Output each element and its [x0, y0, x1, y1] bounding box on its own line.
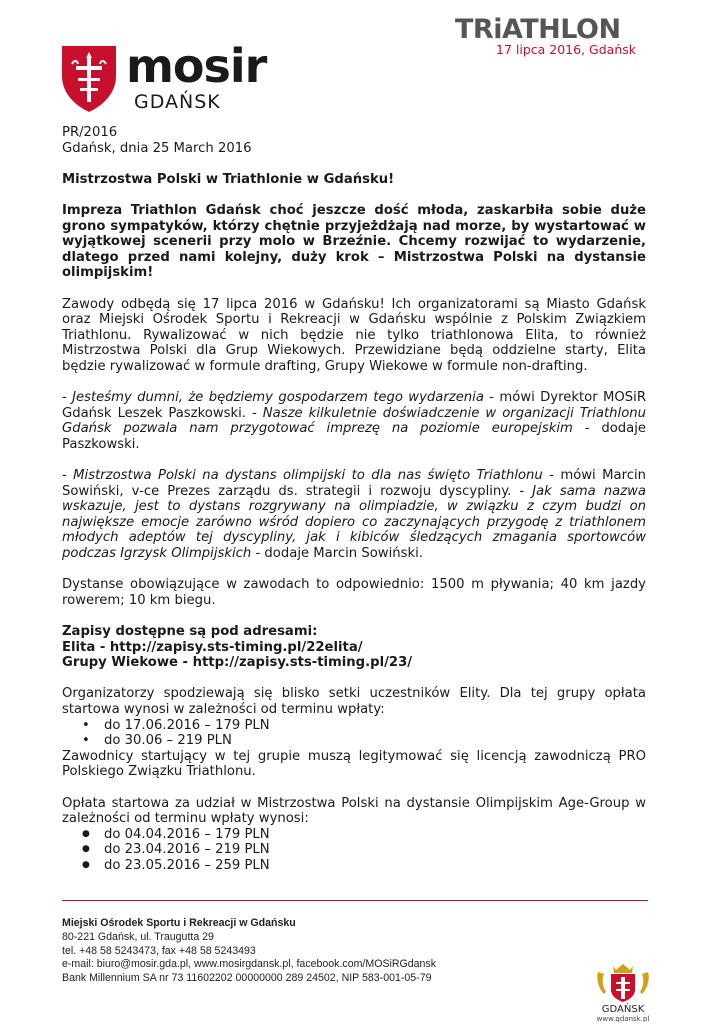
- triathlon-logo: [455, 12, 640, 58]
- footer-address: 80-221 Gdańsk, ul. Traugutta 29: [62, 930, 214, 943]
- list-item: • do 17.06.2016 – 179 PLN: [104, 718, 646, 734]
- registration-age-group-link[interactable]: Grupy Wiekowe - http://zapisy.sts-timing.pl/23/: [62, 655, 413, 671]
- crown-icon: [613, 964, 633, 973]
- mosir-wordmark: mosir: [126, 42, 267, 93]
- reference-number: PR/2016: [62, 125, 118, 140]
- footer-divider: [62, 900, 648, 901]
- quote-attribution: - dodaje Marcin Sowiński.: [251, 546, 423, 562]
- footer: [62, 917, 436, 986]
- gdansk-crest-logo: [592, 962, 654, 1022]
- quote-paragraph-director: [62, 390, 646, 452]
- quote-attribution: - mówi Dyrektor MOSiR Gdańsk Leszek Paszkowski.: [62, 390, 646, 421]
- quote-text: - Mistrzostwa Polski na dystans olimpijski to dla nas święto Triathlonu: [62, 468, 543, 484]
- letter-body: [62, 125, 646, 874]
- quote-attribution: - mówi Marcin Sowiński, v-ce Prezes zarządu ds. strategii i rozwoju dyscypliny.: [62, 468, 646, 499]
- footer-organization: Miejski Ośrodek Sportu i Rekreacji w Gdańsku: [62, 917, 296, 929]
- mosir-logo: [60, 42, 280, 114]
- footer-bank: Bank Millennium SA nr 73 11602202 00000000 289 24502, NIP 583-001-05-79: [62, 972, 432, 985]
- quote-text: - Jesteśmy dumni, że będziemy gospodarzem tego wydarzenia: [62, 390, 484, 406]
- elite-fee-intro: Organizatorzy spodziewają się blisko setki uczestników Elity. Dla tej grupy opłata startowa wynosi w zależności od terminu wpłaty:: [62, 686, 646, 717]
- lead-paragraph: Impreza Triathlon Gdańsk choć jeszcze dość młoda, zaskarbiła sobie duże grono sympatyków, którzy chętnie przyjeżdżają nad morze, by wystartować w wyjątkowej scenerii przy molo w Brzeźnie. Chcemy rozwijać to wydarzenie, dlatego przed nami kolejny, duży krok – Mistrzostwa Polski na dystansie olimpijskim!: [62, 202, 646, 281]
- triathlon-wordmark: TRiATHLON: [455, 14, 621, 45]
- lion-right-icon: [640, 972, 649, 994]
- footer-contact[interactable]: e-mail: biuro@mosir.gda.pl, www.mosirgdansk.pl, facebook.com/MOSiRGdansk: [62, 958, 437, 971]
- elite-fee-list: [62, 718, 646, 749]
- elite-license-note: Zawodnicy startujący w tej grupie muszą legitymować się licencją zawodniczą PRO Polskiego Związku Triathlonu.: [62, 748, 646, 780]
- age-group-fee-list: [62, 827, 646, 874]
- triathlon-date: 17 lipca 2016, Gdańsk: [496, 42, 636, 57]
- distances-paragraph: Dystanse obowiązujące w zawodach to odpowiednio: 1500 m pływania; 40 km jazdy rowerem; 10 km biegu.: [62, 577, 646, 608]
- list-item: • do 30.06 – 219 PLN: [104, 733, 646, 749]
- quote-text: - Jak sama nazwa wskazuje, jest to dystans rozgrywany na olimpiadzie, w związku z czym budzi on największe emocje zarówno wśród dopiero co zaczynających przygodę z triathlonem młodych adeptów tej dyscypliny, jak i kibiców śledzących zmagania sportowców podczas Igrzysk Olimpijskich: [62, 483, 646, 562]
- date-line: Gdańsk, dnia 25 March 2016: [62, 140, 252, 156]
- quote-attribution: - dodaje Paszkowski.: [62, 421, 647, 452]
- lion-left-icon: [597, 972, 606, 994]
- list-item: ● do 23.05.2016 – 259 PLN: [104, 858, 646, 874]
- age-group-fee-intro: Opłata startowa za udział w Mistrzostwa Polski na dystansie Olimpijskim Age-Group w zależności od terminu wpłaty wynosi:: [62, 795, 646, 827]
- footer-phone: tel. +48 58 5243473, fax +48 58 5243493: [62, 944, 256, 957]
- quote-text: - Nasze kilkuletnie doświadczenie w organizacji Triathlonu Gdańsk pozwala nam przygotować imprezę na poziomie europejskim: [62, 405, 646, 437]
- registration-title: Zapisy dostępne są pod adresami:: [62, 624, 318, 639]
- city-url[interactable]: www.gdansk.pl: [596, 1015, 650, 1022]
- mosir-city: GDAŃSK: [134, 91, 221, 113]
- paragraph-event: Zawody odbędą się 17 lipca 2016 w Gdańsku! Ich organizatorami są Miasto Gdańsk oraz Miejski Ośrodek Sportu i Rekreacji w Gdańsku wspólnie z Polskim Związkiem Triathlonu. Rywalizować w nich będzie nie tylko triathlonowa Elita, to również Mistrzostwa Polski dla Grup Wiekowych. Przewidziane będą oddzielne starty, Elita będzie rywalizować w formule drafting, Grupy Wiekowe w formule non-drafting.: [62, 296, 646, 374]
- registration-elite-link[interactable]: Elita - http://zapisy.sts-timing.pl/22elita/: [62, 639, 363, 655]
- city-logo-text: GDAŃSK: [601, 1004, 645, 1015]
- list-item: ● do 23.04.2016 – 219 PLN: [104, 842, 646, 858]
- quote-paragraph-federation: [62, 468, 646, 562]
- letter-title: Mistrzostwa Polski w Triathlonie w Gdańsku!: [62, 171, 395, 187]
- list-item: ● do 04.04.2016 – 179 PLN: [104, 827, 646, 843]
